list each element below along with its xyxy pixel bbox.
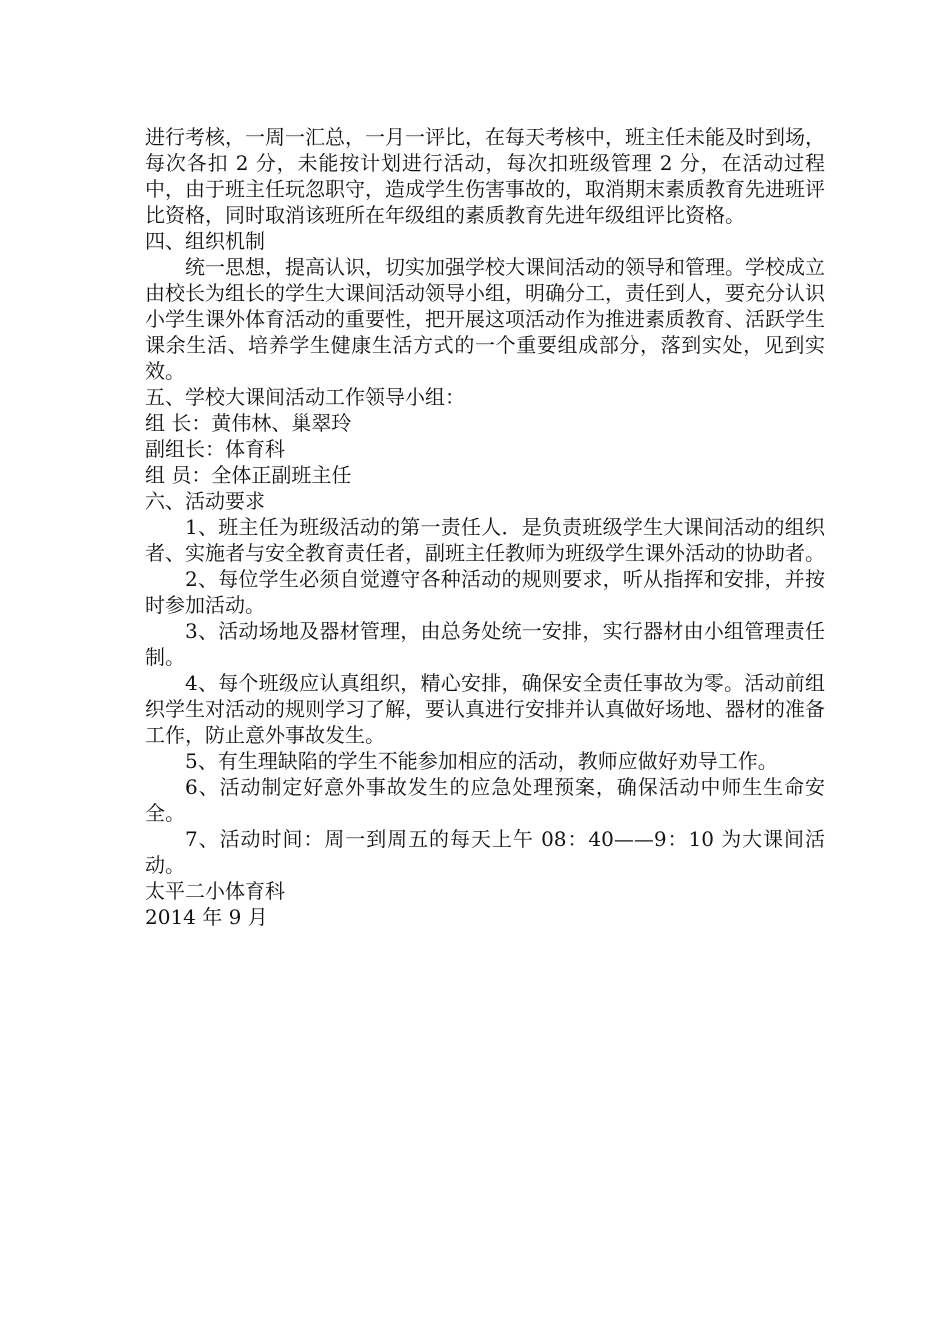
signature-org: 太平二小体育科 [145,879,285,903]
members-line: 组 员：全体正副班主任 [145,463,352,487]
paragraph-assessment: 进行考核，一周一汇总，一月一评比，在每天考核中，班主任未能及时到场，每次各扣 2 分，未能按计划进行活动，每次扣班级管理 2 分，在活动过程中，由于班主任玩忽职守，造成学生伤害事故的，取消期末素质教育先进班评比资格，同时取消该班所在年级组的素质教育先进年级组评比资格。 [145,125,825,227]
document-body [145,124,825,930]
requirement-item-6: 6、活动制定好意外事故发生的应急处理预案，确保活动中师生生命安全。 [145,775,825,825]
requirement-item-7: 7、活动时间：周一到周五的每天上午 08：40——9：10 为大课间活动。 [145,827,825,877]
requirement-item-5: 5、有生理缺陷的学生不能参加相应的活动，教师应做好劝导工作。 [185,749,778,773]
deputy-leader-line: 副组长：体育科 [145,437,285,461]
paragraph-organization: 统一思想，提高认识，切实加强学校大课间活动的领导和管理。学校成立由校长为组长的学生大课间活动领导小组，明确分工，责任到人，要充分认识小学生课外体育活动的重要性，把开展这项活动作为推进素质教育、活跃学生课余生活、培养学生健康生活方式的一个重要组成部分，落到实处，见到实效。 [145,255,825,383]
heading-requirements: 六、活动要求 [145,489,265,513]
requirement-item-1: 1、班主任为班级活动的第一责任人．是负责班级学生大课间活动的组织者、实施者与安全教育责任者，副班主任教师为班级学生课外活动的协助者。 [145,515,825,565]
heading-leadership-group: 五、学校大课间活动工作领导小组： [145,385,465,409]
requirement-item-4: 4、每个班级应认真组织，精心安排，确保安全责任事故为零。活动前组织学生对活动的规则学习了解，要认真进行安排并认真做好场地、器材的准备工作，防止意外事故发生。 [145,671,825,747]
requirement-item-2: 2、每位学生必须自觉遵守各种活动的规则要求，听从指挥和安排，并按时参加活动。 [145,567,825,617]
signature-date: 2014 年 9 月 [145,905,268,929]
leader-line: 组 长：黄伟林、巢翠玲 [145,411,352,435]
heading-organization: 四、组织机制 [145,229,265,253]
requirement-item-3: 3、活动场地及器材管理，由总务处统一安排，实行器材由小组管理责任制。 [145,619,825,669]
